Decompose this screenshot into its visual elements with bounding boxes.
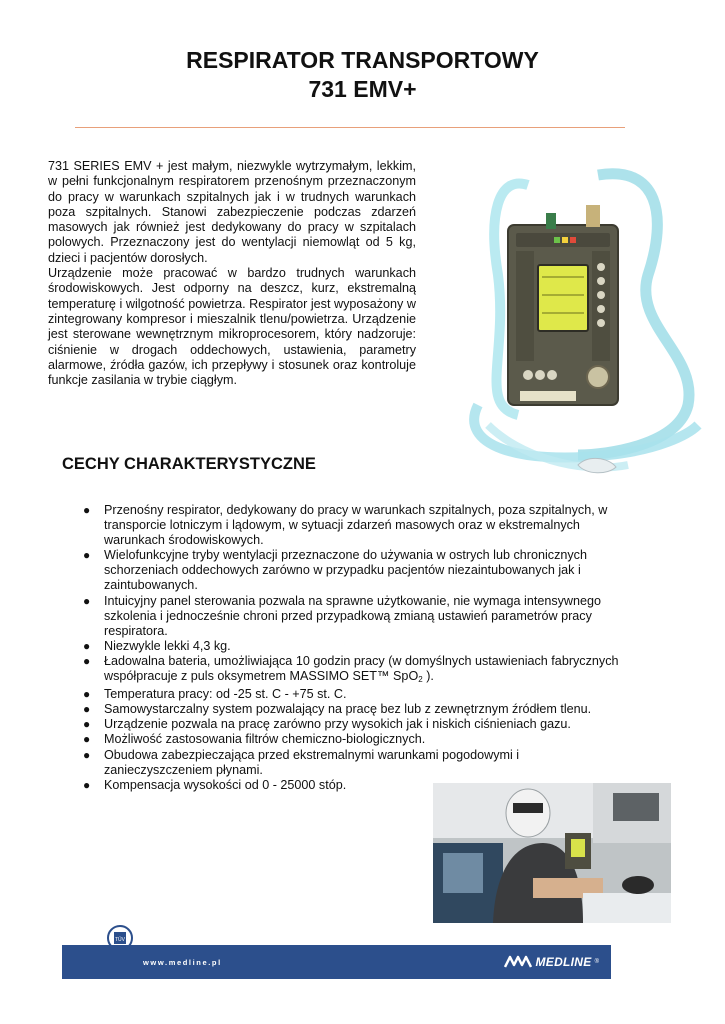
list-item: ● Możliwość zastosowania filtrów chemiczno-biologicznych. — [83, 732, 426, 747]
intro-paragraph-1: 731 SERIES EMV + jest małym, niezwykle wytrzymałym, lekkim, w pełni funkcjonalnym respiratorem przenośnym przeznaczonym do pracy w warunkach szpitalnych jak i w trudnych warunkach poza szpitalnych. Stanowi zabezpieczenie podczas zdarzeń masowych jak również jest dedykowany do pracy w szpitalach polowych. Przeznaczony jest do wentylacji niemowląt od 5 kg, dzieci i pacjentów dorosłych. — [48, 159, 416, 265]
list-item: ● Obudowa zabezpieczająca przed ekstremalnymi warunkami pogodowymi i zanieczyszczeniem płynami. — [83, 747, 520, 777]
bullet-icon: ● — [83, 702, 91, 717]
ventilator-device-image — [458, 155, 708, 490]
bullet-icon: ● — [83, 638, 91, 653]
medline-logo-text: MEDLINE — [535, 955, 592, 969]
list-item: ● Przenośny respirator, dedykowany do pracy w warunkach szpitalnych, poza szpitalnych, w transporcie lotniczym i lądowym, w sytuacji zdarzeń masowych oraz w ekstremalnych warunkach środowiskowych. — [83, 503, 608, 548]
features-heading: CECHY CHARAKTERYSTYCZNE — [62, 455, 316, 473]
list-item: ● Intuicyjny panel sterowania pozwala na sprawne użytkowanie, nie wymaga intensywnego szkolenia i jednocześnie chroni przed przypadkową zmianą ustawień parametrów pracy respiratora. — [83, 593, 602, 638]
title-line-1: RESPIRATOR TRANSPORTOWY — [186, 47, 539, 73]
helicopter-cabin-photo — [433, 783, 671, 923]
intro-text — [48, 159, 416, 388]
spo2-subscript: 2 — [418, 675, 423, 685]
bullet-icon: ● — [83, 732, 91, 747]
bullet-icon: ● — [83, 548, 91, 563]
bullet-icon: ● — [83, 503, 91, 517]
bullet-icon: ● — [83, 653, 91, 668]
features-list — [83, 503, 643, 793]
medline-logo — [504, 952, 599, 972]
bullet-icon: ● — [83, 747, 91, 762]
list-item: ● Urządzenie pozwala na pracę zarówno przy wysokich jak i niskich ciśnieniach gazu. — [83, 717, 571, 732]
bullet-icon: ● — [83, 777, 91, 792]
list-item: ● Samowystarczalny system pozwalający na pracę bez lub z zewnętrznym źródłem tlenu. — [83, 702, 592, 717]
bullet-icon: ● — [83, 687, 91, 702]
title-divider — [75, 127, 625, 128]
list-item: ● Temperatura pracy: od -25 st. C - +75 st. C. — [83, 687, 347, 702]
tuv-badge-text: TÜV — [115, 937, 125, 943]
title-line-2: 731 EMV+ — [308, 76, 417, 102]
list-item: ● Kompensacja wysokości od 0 - 25000 stóp. — [83, 777, 347, 792]
medline-wave-icon — [504, 955, 532, 969]
list-item: ● Niezwykle lekki 4,3 kg. — [83, 638, 231, 653]
bullet-icon: ● — [83, 717, 91, 732]
intro-paragraph-2: Urządzenie może pracować w bardzo trudnych warunkach środowiskowych. Jest odporny na deszcz, kurz, ekstremalną temperaturę i wilgotność powietrza. Respirator jest wyposażony w zintegrowany kompresor i mieszalnik tlenu/powietrza. Urządzenie jest sterowane wewnętrznym mikroprocesorem, który nadzoruje: ciśnienie w drogach oddechowych, ustawienia, parametry alarmowe, źródła gazów, ich przepływy i stosunek oraz kontroluje funkcje zasilania w trybie ciągłym. — [48, 266, 416, 388]
list-item: ● Ładowalna bateria, umożliwiająca 10 godzin pracy (w domyślnych ustawieniach fabrycznych współpracuje z puls oksymetrem MASSIMO SET™ SpO$_2$ ). — [83, 653, 619, 685]
registered-mark: ® — [594, 959, 599, 965]
page-title — [0, 46, 725, 104]
list-item: ● Wielofunkcyjne tryby wentylacji przeznaczone do używania w ostrych lub chronicznych schorzeniach oddechowych zarówno w przypadku pacjentów niezaintubowanych jak i zaintubowanych. — [83, 548, 587, 593]
footer-bar — [62, 945, 611, 979]
spo2-suffix: ). — [422, 669, 434, 684]
footer-url[interactable]: www.medline.pl — [143, 958, 222, 967]
bullet-icon: ● — [83, 593, 91, 608]
